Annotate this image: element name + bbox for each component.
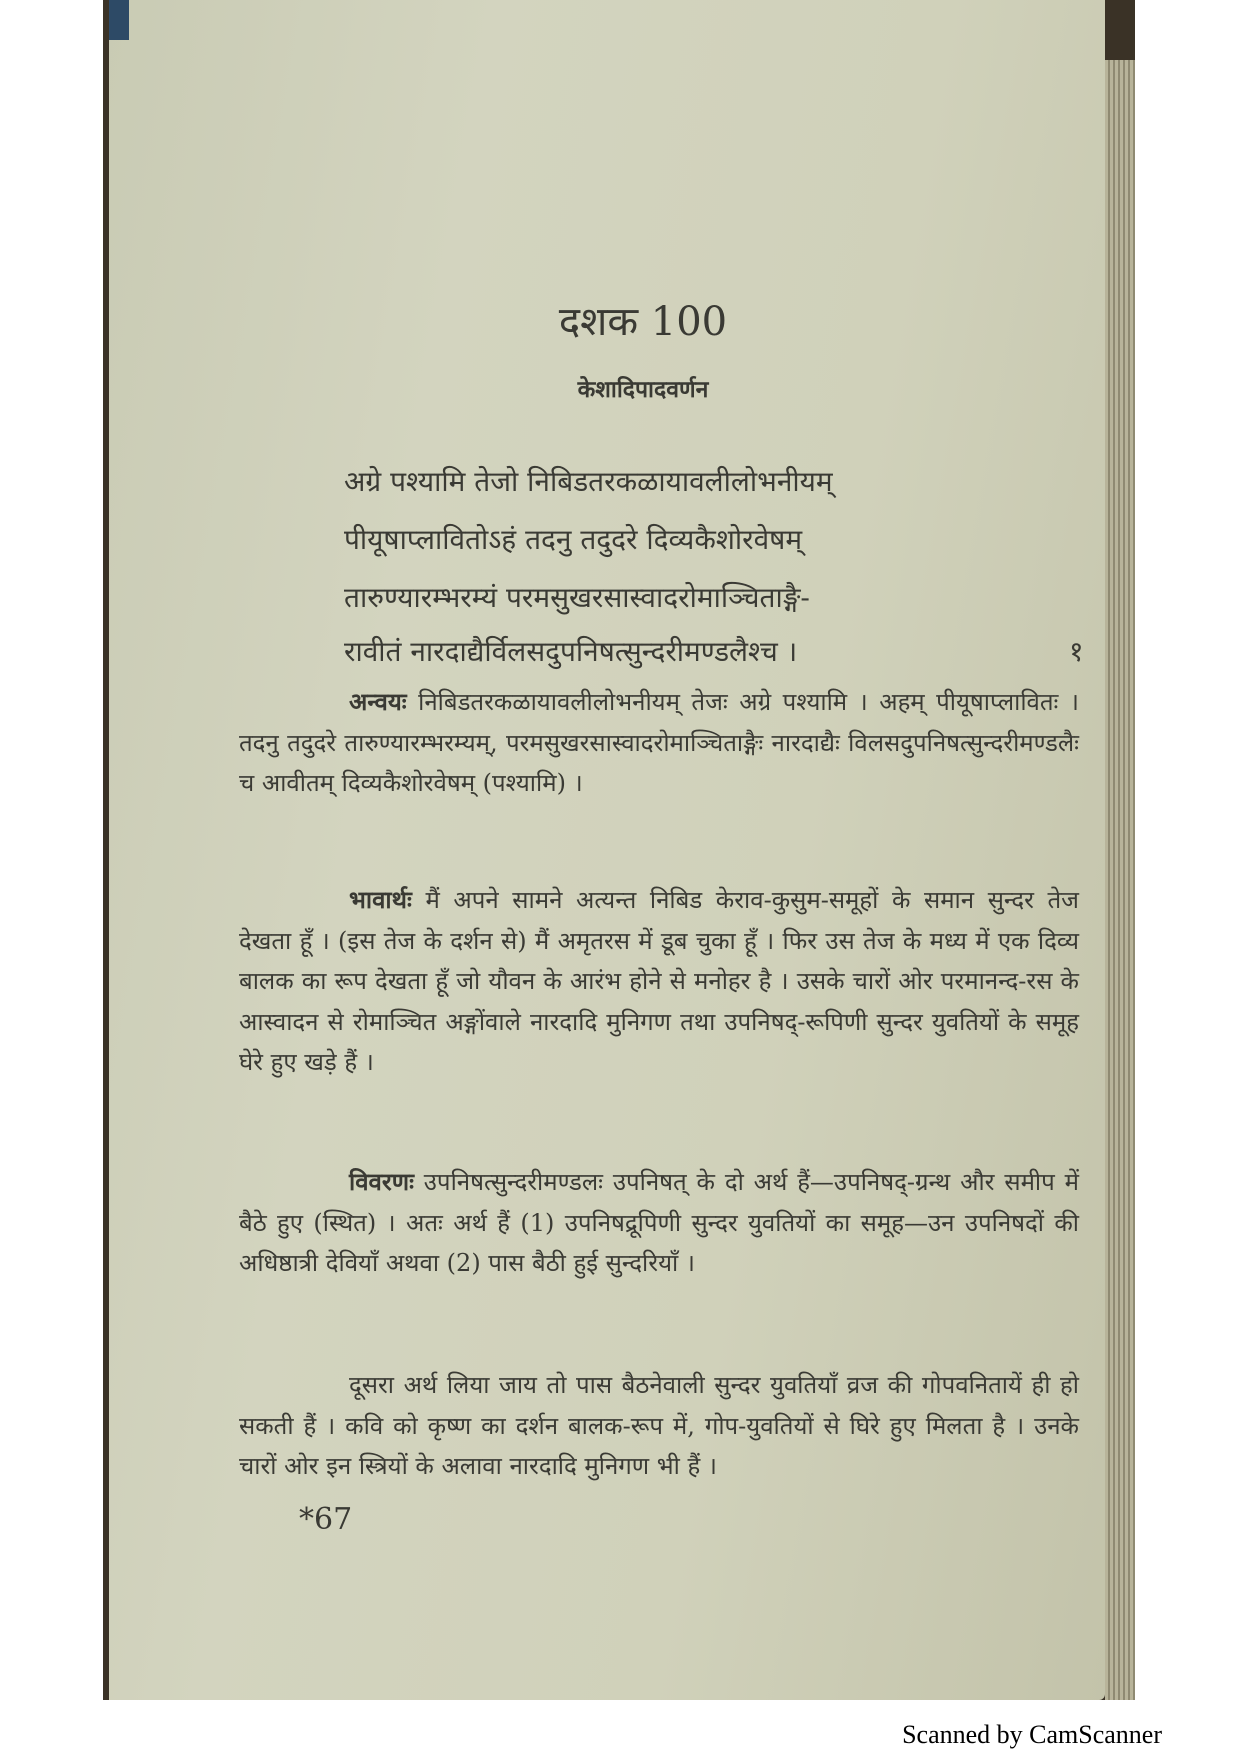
bhavartha-label: भावार्थः — [349, 885, 412, 914]
background-corner — [109, 0, 129, 40]
folio-mark: *67 — [299, 1502, 353, 1537]
verse-line-1: अग्रे पश्यामि तेजो निबिडतरकळायावलीलोभनीयम् — [344, 465, 833, 498]
verse-line-2: पीयूषाप्लावितोऽहं तदनु तदुदरे दिव्यकैशोरवेषम् — [344, 523, 803, 556]
book-page — [109, 0, 1105, 1700]
bhavartha-text: मैं अपने सामने अत्यन्त निबिड केराव-कुसुम-समूहों के समान सुन्दर तेज देखता हूँ । (इस तेज के दर्शन से) मैं अमृतरस में डूब चुका हूँ । फिर उस तेज के मध्य में एक दिव्य बालक का रूप देखता हूँ जो यौवन के आरंभ होने से मनोहर है । उसके चारों ओर परमानन्द-रस के आस्वादन से रोमाञ्चित अङ्गोंवाले नारदादि मुनिगण तथा उपनिषद्-रूपिणी सुन्दर युवतियों के समूह घेरे हुए खड़े हैं । — [239, 886, 1079, 1076]
vivarana-paragraph — [239, 1162, 1079, 1284]
vivarana-label: विवरणः — [349, 1167, 414, 1196]
scanned-photo — [103, 0, 1135, 1700]
page-edges — [1105, 60, 1135, 1700]
anvaya-text: निबिडतरकळायावलीलोभनीयम् तेजः अग्रे पश्यामि । अहम् पीयूषाप्लावितः । तदनु तदुदरे तारुण्यारम्भरम्यम्, परमसुखरसास्वादरोमाञ्चिताङ्गैः नारदाद्यैः विलसदुपनिषत्सुन्दरीमण्डलैः च आवीतम् दिव्यकैशोरवेषम् (पश्यामि) । — [239, 688, 1079, 797]
vivarana-text: उपनिषत्सुन्दरीमण्डलः उपनिषत् के दो अर्थ हैं—उपनिषद्-ग्रन्थ और समीप में बैठे हुए (स्थित) । अतः अर्थ हैं (1) उपनिषद्रूपिणी सुन्दर युवतियों का समूह—उन उपनिषदों की अधिष्ठात्री देवियाँ अथवा (2) पास बैठी हुई सुन्दरियाँ । — [239, 1168, 1079, 1277]
anvaya-label: अन्वयः — [349, 687, 407, 716]
anvaya-paragraph — [239, 682, 1079, 804]
closing-text: दूसरा अर्थ लिया जाय तो पास बैठनेवाली सुन्दर युवतियाँ व्रज की गोपवनितायें ही हो सकती हैं । कवि को कृष्ण का दर्शन बालक-रूप में, गोप-युवतियों से घिरे हुए मिलता है । उनके चारों ओर इन स्त्रियों के अलावा नारदादि मुनिगण भी हैं । — [239, 1371, 1079, 1480]
verse-line-3: तारुण्यारम्भरम्यं परमसुखरसास्वादरोमाञ्चिताङ्गै- — [344, 581, 810, 614]
bhavartha-paragraph — [239, 880, 1079, 1083]
chapter-title: दशक 100 — [558, 299, 728, 345]
verse-line-4: रावीतं नारदाद्यैर्विलसदुपनिषत्सुन्दरीमण्डलैश्च । — [344, 635, 798, 668]
closing-paragraph — [239, 1365, 1079, 1487]
scanner-watermark: Scanned by CamScanner — [902, 1720, 1162, 1749]
chapter-subtitle: केशादिपादवर्णन — [577, 376, 709, 403]
verse-number: १ — [1069, 635, 1084, 668]
